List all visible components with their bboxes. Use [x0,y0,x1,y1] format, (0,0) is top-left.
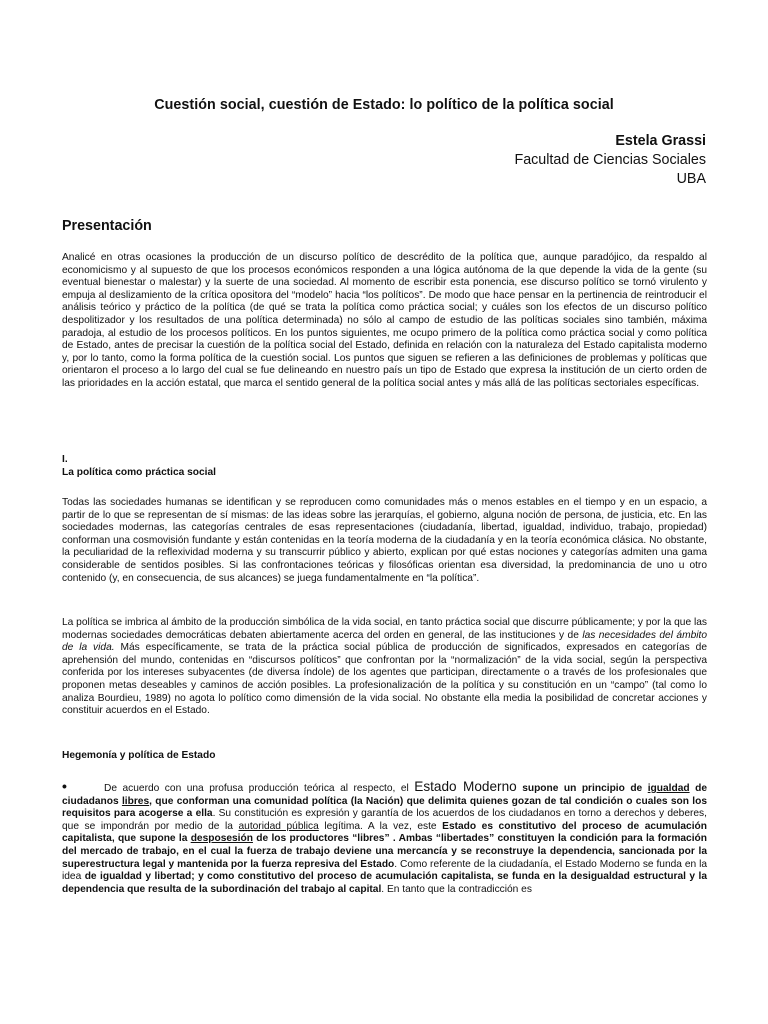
section-paragraph-1-text: Todas las sociedades humanas se identifican y se reproducen como comunidades más o menos estables en el tiempo y en un espacio, a partir de lo que se representan de sí mismas: de las ideas sobre las jerarquías, el gobierno, alguna noción de persona, de justicia, etc. En las sociedades modernas, las categorías centrales de esas representaciones (ciudadanía, libertad, igualdad, individuo, trabajo, propiedad) conforman una cosmovisión fundante y están contenidas en la teoría moderna de la ciudadanía y en la teoría económica clásica. No obstante, la peculiaridad de la reflexividad moderna y su transcurrir público y abierto, explican por qué estas nociones y categorías admiten una gama considerable de sentidos posibles. Si las confrontaciones teóricas y filosóficas orientan esa diversidad, la predominancia de uno u otro contenido (y, en consecuencia, de sus alcances) se juega fundamentalmente en “la política”. [62,497,707,584]
author-institution: UBA [676,171,706,187]
author-name: Estela Grassi [615,133,706,149]
section-paragraph-1 [62,497,707,585]
hegemony-bullet-paragraph [62,780,707,896]
presentation-text: Analicé en otras ocasiones la producción de un discurso político de descrédito de la política que, aunque paradójico, da respaldo al economicismo y al supuesto de que los procesos económicos responden a una lógica autónoma de la que depende la vida de la gente (su eventual bienestar o malestar) y la suerte de una sociedad. Al momento de escribir esta ponencia, ese discurso político se tornó virulento y empuja al deslizamiento de la crítica opositora del “modelo” hacia “los políticos”. De modo que hace pensar en la pertinencia de reintroducir el análisis teórico y práctico de la política (de qué se trata la política como práctica social; y cuáles son los efectos de un discurso político despolitizador y los resultados de una política determinada) no sólo al campo de estudio de las políticas sociales sino también, máxima paradoja, al estudio de los procesos políticos. En los puntos siguientes, me ocupo primero de la política como práctica social y como política de Estado, antes de precisar la cuestión de la política social del Estado, definida en relación con la naturaleza del Estado capitalista moderno y, por lo tanto, como la forma política de la cuestión social. Los puntos que siguen se refieren a las definiciones de problemas y políticas que orientaron el proceso a lo largo del cual se fue delineando en nuestro país un tipo de Estado que expresa la institución de un cierto orden de las prioridades en la acción estatal, que marca el sentido general de la política social antes y más allá de las políticas sectoriales específicas. [62,252,707,389]
bullet-icon: • [62,778,67,794]
author-affiliation: Facultad de Ciencias Sociales [514,152,706,168]
document-title: Cuestión social, cuestión de Estado: lo político de la política social [154,97,614,113]
section-paragraph-2 [62,617,707,718]
presentation-heading: Presentación [62,218,152,234]
hegemony-paragraph-text: • De acuerdo con una profusa producción teórica al respecto, el Estado Moderno supone un principio de igualdad de ciudadanos libres, que conforman una comunidad política (la Nación) que delimita quienes gozan de tal condición o cuales son los requisitos para acogerse a ella. Su constitución es expresión y garantía de los acuerdos de los ciudadanos en torno a derechos y deberes, que se impondrán por medio de la autoridad pública legítima. A la vez, este Estado es constitutivo del proceso de acumulación capitalista, que supone la desposesión de los productores “libres” . Ambas “libertades” constituyen la condición para la formación del mercado de trabajo, en el cual la fuerza de trabajo deviene una mercancía y se reconstruye la dependencia, sancionada por la superestructura legal y mantenida por la fuerza represiva del Estado. Como referente de la ciudadanía, el Estado Moderno se funda en la idea de igualdad y libertad; y como constitutivo del proceso de acumulación capitalista, se funda en la desigualdad estructural y la dependencia que resulta de la subordinación del trabajo al capital. En tanto que la contradicción es [62,778,708,895]
section-paragraph-2-text: La política se imbrica al ámbito de la producción simbólica de la vida social, en tanto práctica social que discurre públicamente; y por la que las modernas sociedades democráticas debaten abiertamente acerca del orden en general, de las instituciones y de las necesidades del ámbito de la vida. Más específicamente, se trata de la práctica social pública de producción de significados, expresados en categorías de aprehensión del mundo, contenidas en “discursos políticos” que confrontan por la “normalización” de la vida social, según la perspectiva conferida por los intereses subyacentes (de diversa índole) de los agentes que participan, directamente o a través de los profesionales que proponen metas deseables y caminos de acción posibles. La profesionalización de la política y su constitución en un “campo” (tal como lo analiza Bourdieu, 1989) no agota lo político como dimensión de la vida social. No obstante ella media la posibilidad de concretar acciones y constituir acuerdos en el Estado. [62,617,707,717]
author-block [346,132,706,189]
hegemony-heading: Hegemonía y política de Estado [62,750,216,761]
section-number: I. [62,454,68,465]
presentation-paragraph [62,252,707,391]
section-heading: La política como práctica social [62,467,216,478]
